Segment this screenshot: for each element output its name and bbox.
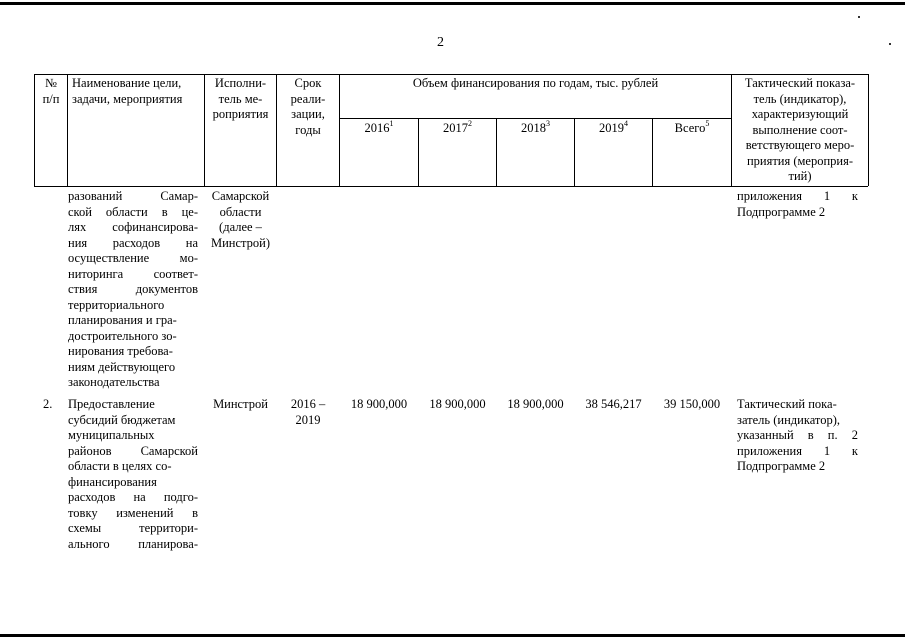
row2-value-2019: 38 546,217	[585, 397, 642, 411]
row2-number: 2.	[43, 397, 53, 411]
header-year-2016: 2016$^1$	[364, 119, 394, 135]
row2-value-2016: 18 900,000	[350, 397, 408, 411]
row2-indicator: Тактический пока- затель (индикатор), указанный в п. 2 приложения 1 к Подпрограмме 2	[737, 397, 858, 473]
row1-name: разований Самар- ской области в це- лях софинансирова- ния расходов на осуществление мо- ниторинга соответ- ствия документов территориального планирования и гра- достроительного зо- нирования требова- ниям действующего законодательства	[68, 189, 198, 389]
row1-indicator: приложения 1 к Подпрограмме 2	[737, 189, 858, 219]
header-executor: Исполни- тель ме- роприятия	[212, 76, 269, 121]
header-name: Наименование цели, задачи, мероприятия	[72, 76, 183, 106]
scan-speck	[889, 43, 891, 45]
top-border-line	[0, 2, 905, 5]
row2-value-2018: 18 900,000	[507, 397, 564, 411]
bottom-border-line	[0, 634, 905, 637]
row2-executor: Минстрой	[213, 397, 268, 411]
page-number: 2	[437, 35, 444, 50]
header-number: № п/п	[42, 76, 60, 106]
row2-name: Предоставление субсидий бюджетам муниципальных районов Самарской области в целях со- финансирования расходов на подго- товку изменений в схемы территори- ального планирова-	[68, 397, 198, 551]
header-indicator: Тактический показа- тель (индикатор), характеризующий выполнение соот- ветствующего меро- приятия (мероприя- тий)	[744, 76, 856, 183]
scan-speck	[858, 16, 860, 18]
header-total: Всего$^5$	[674, 119, 710, 135]
row2-value-2017: 18 900,000	[429, 397, 486, 411]
header-year-2017: 2017$^2$	[443, 119, 472, 135]
row1-executor: Самарской области (далее – Минстрой)	[210, 189, 270, 250]
header-term: Срок реали- зации, годы	[290, 76, 326, 137]
header-year-2018: 2018$^3$	[521, 119, 550, 135]
header-year-2019: 2019$^4$	[599, 119, 628, 135]
row2-value-total: 39 150,000	[663, 397, 721, 411]
header-funding: Объем финансирования по годам, тыс. рублей	[412, 76, 659, 90]
row2-term: 2016 – 2019	[290, 397, 326, 427]
